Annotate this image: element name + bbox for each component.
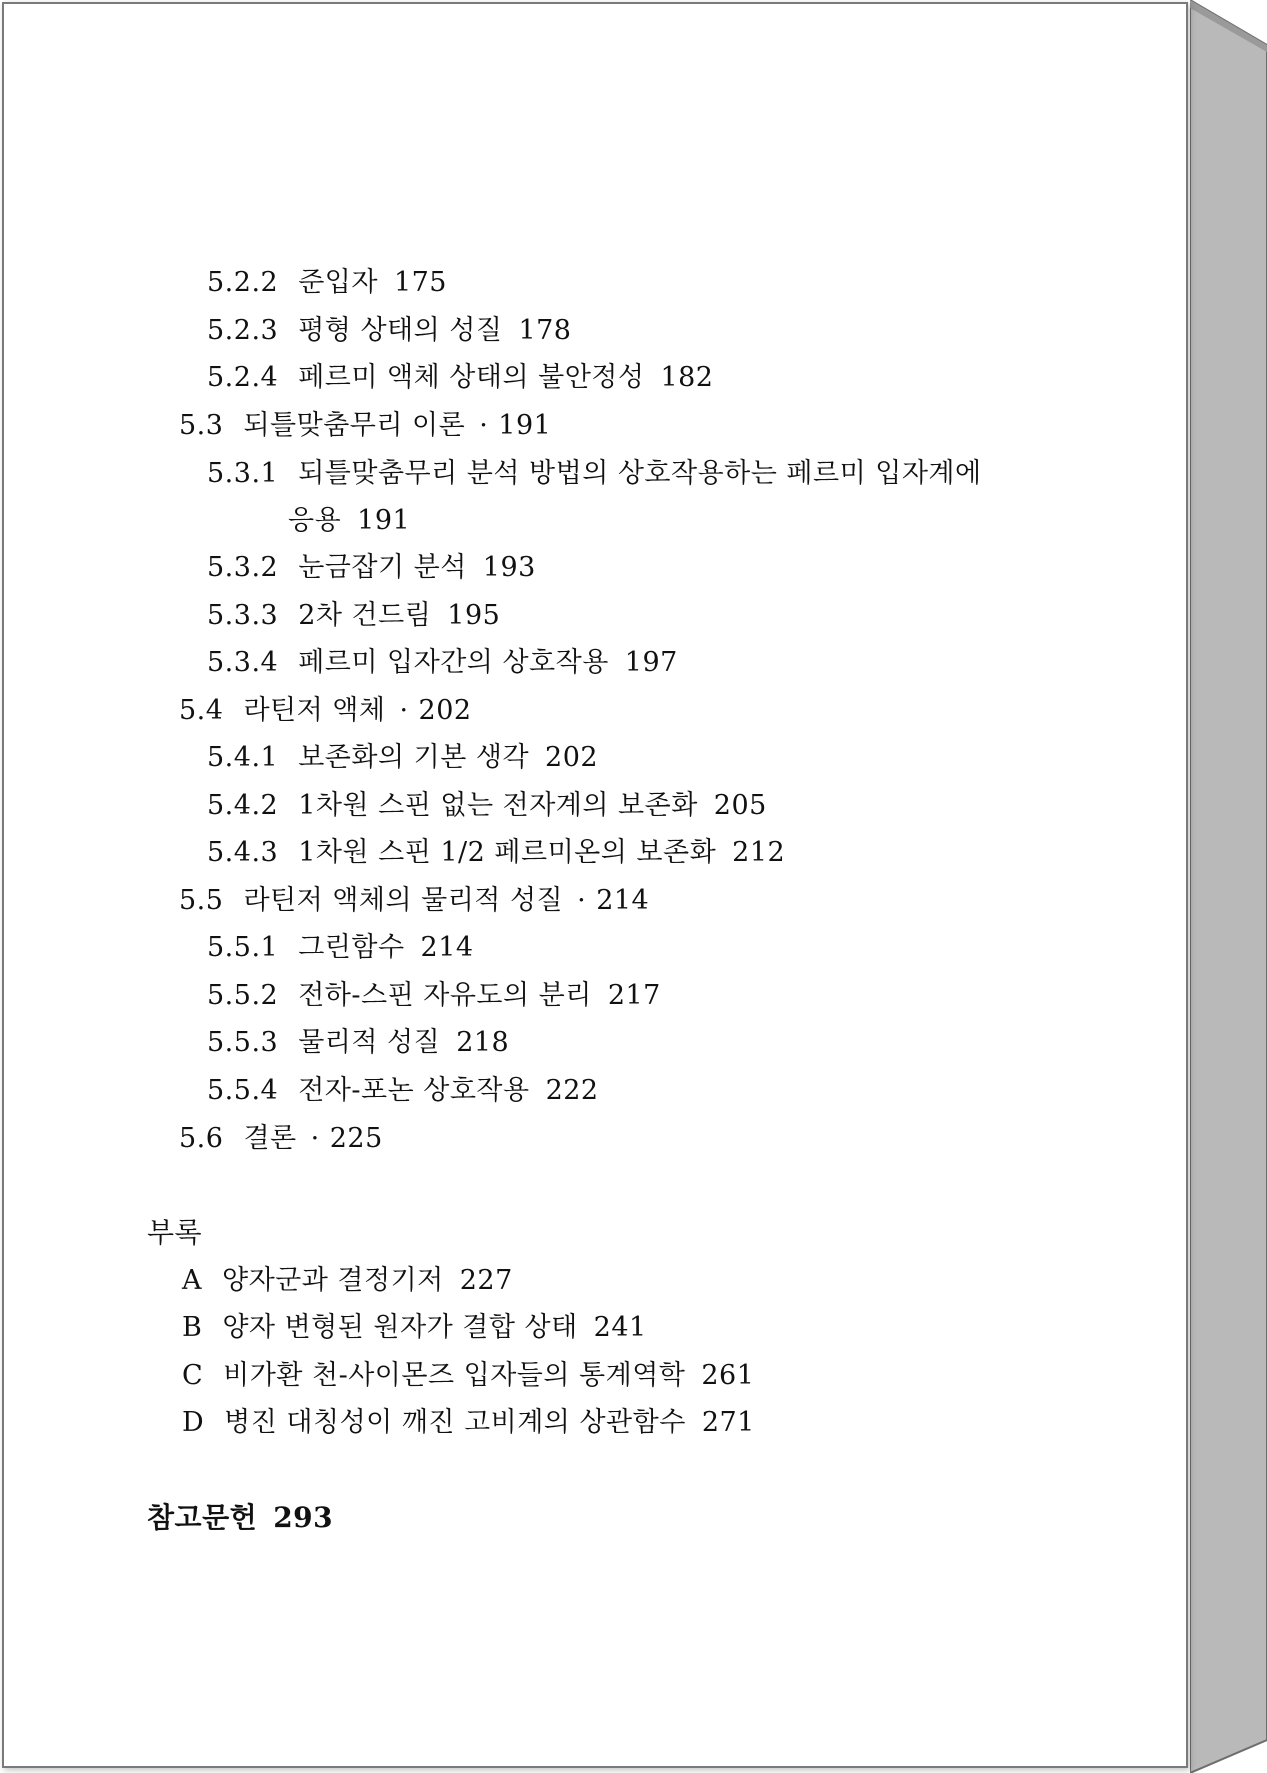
section-title: 라틴저 액체의 물리적 성질 (243, 885, 564, 916)
toc-entry-5-4-1 (207, 741, 598, 775)
section-number: 5.5.2 (207, 980, 279, 1011)
section-title: 페르미 입자간의 상호작용 (298, 647, 609, 678)
toc-entry-5-3 (179, 409, 551, 443)
toc-entry-5-3-4 (207, 646, 678, 680)
toc-entry-5-3-2 (207, 551, 536, 585)
section-title: 페르미 액체 상태의 불안정성 (298, 362, 645, 393)
section-title: 결론 (243, 1123, 297, 1154)
page-number: 202 (418, 695, 472, 726)
appendix-title: 양자 변형된 원자가 결합 상태 (222, 1312, 578, 1343)
section-title: 되틀맞춤무리 이론 (243, 410, 466, 441)
separator-dot: · (310, 1123, 320, 1154)
page-number: 205 (713, 790, 767, 821)
page-number: 191 (498, 410, 552, 441)
toc-entry-5-2-4 (207, 361, 713, 395)
page-number: 217 (607, 980, 661, 1011)
appendix-title: 양자군과 결정기저 (222, 1265, 444, 1296)
toc-entry-5-3-1-continued (288, 504, 410, 538)
appendix-entry-d (182, 1406, 755, 1440)
page-number: 202 (545, 742, 599, 773)
section-title: 라틴저 액체 (243, 695, 386, 726)
references-entry (147, 1501, 333, 1535)
page-number: 222 (545, 1075, 599, 1106)
section-title: 전자-포논 상호작용 (298, 1075, 530, 1106)
page-number: 195 (447, 600, 501, 631)
section-number: 5.6 (179, 1123, 224, 1154)
section-number: 5.4 (179, 695, 224, 726)
appendix-entry-b (182, 1311, 647, 1345)
section-title-line-1: 되틀맞춤무리 분석 방법의 상호작용하는 페르미 입자계에 (298, 458, 982, 489)
page-number: 225 (329, 1123, 383, 1154)
section-title: 전하-스핀 자유도의 분리 (298, 980, 592, 1011)
section-number: 5.3.2 (207, 552, 279, 583)
separator-dot: · (577, 885, 587, 916)
section-title: 그린함수 (298, 932, 405, 963)
page-number: 193 (482, 552, 536, 583)
section-number: 5.3.1 (207, 458, 279, 489)
toc-entry-5-2-3 (207, 314, 572, 348)
toc-entry-5-4-3 (207, 836, 785, 870)
appendix-title: 병진 대칭성이 깨진 고비계의 상관함수 (224, 1407, 686, 1438)
page-number: 175 (393, 267, 447, 298)
section-number: 5.4.2 (207, 790, 279, 821)
section-number: 5.5.3 (207, 1027, 279, 1058)
section-number: 5.4.3 (207, 837, 279, 868)
section-number: 5.3.3 (207, 600, 279, 631)
book-page (2, 2, 1188, 1768)
book-spine (1190, 0, 1267, 1773)
separator-dot: · (479, 410, 489, 441)
section-title: 1차원 스핀 1/2 페르미온의 보존화 (298, 837, 717, 868)
section-title: 보존화의 기본 생각 (298, 742, 530, 773)
section-number: 5.4.1 (207, 742, 279, 773)
section-number: 5.5.1 (207, 932, 279, 963)
section-number: 5.2.4 (207, 362, 279, 393)
page-number: 191 (357, 505, 411, 536)
appendix-letter: B (182, 1312, 203, 1343)
appendix-letter: C (182, 1360, 204, 1391)
page-number: 182 (660, 362, 714, 393)
section-number: 5.3 (179, 410, 224, 441)
references-title: 참고문헌 (147, 1501, 258, 1534)
toc-entry-5-5-4 (207, 1074, 599, 1108)
page-number: 261 (701, 1360, 755, 1391)
page-number: 178 (518, 315, 572, 346)
page-number: 214 (596, 885, 650, 916)
toc-entry-5-3-3 (207, 599, 500, 633)
appendix-entry-a (182, 1264, 513, 1298)
toc-entry-5-5-2 (207, 979, 661, 1013)
toc-entry-5-3-1 (207, 457, 982, 491)
section-number: 5.5.4 (207, 1075, 279, 1106)
toc-entry-5-2-2 (207, 266, 447, 300)
section-title: 눈금잡기 분석 (298, 552, 467, 583)
page-number: 293 (273, 1501, 334, 1534)
toc-entry-5-5 (179, 884, 649, 918)
table-of-contents (4, 4, 1190, 1770)
toc-entry-5-5-3 (207, 1026, 509, 1060)
page-number: 212 (732, 837, 786, 868)
section-title: 1차원 스핀 없는 전자계의 보존화 (298, 790, 698, 821)
section-number: 5.2.2 (207, 267, 279, 298)
appendix-letter: A (182, 1265, 202, 1296)
section-title: 준입자 (298, 267, 378, 298)
page-number: 271 (701, 1407, 755, 1438)
page-number: 214 (420, 932, 474, 963)
toc-entry-5-6 (179, 1122, 383, 1156)
section-title: 물리적 성질 (298, 1027, 441, 1058)
section-number: 5.2.3 (207, 315, 279, 346)
appendix-title: 비가환 천-사이몬즈 입자들의 통계역학 (223, 1360, 686, 1391)
page-number: 197 (624, 647, 678, 678)
page-number: 218 (456, 1027, 510, 1058)
separator-dot: · (399, 695, 409, 726)
section-number: 5.3.4 (207, 647, 279, 678)
appendix-letter: D (182, 1407, 205, 1438)
toc-entry-5-4 (179, 694, 472, 728)
appendix-heading: 부록 (147, 1216, 203, 1249)
section-number: 5.5 (179, 885, 224, 916)
appendix-entry-c (182, 1359, 754, 1393)
section-title: 2차 건드림 (298, 600, 432, 631)
page-number: 241 (593, 1312, 647, 1343)
section-title-line-2: 응용 (288, 505, 342, 536)
toc-entry-5-4-2 (207, 789, 767, 823)
page-number: 227 (459, 1265, 513, 1296)
section-title: 평형 상태의 성질 (298, 315, 503, 346)
toc-entry-5-5-1 (207, 931, 474, 965)
